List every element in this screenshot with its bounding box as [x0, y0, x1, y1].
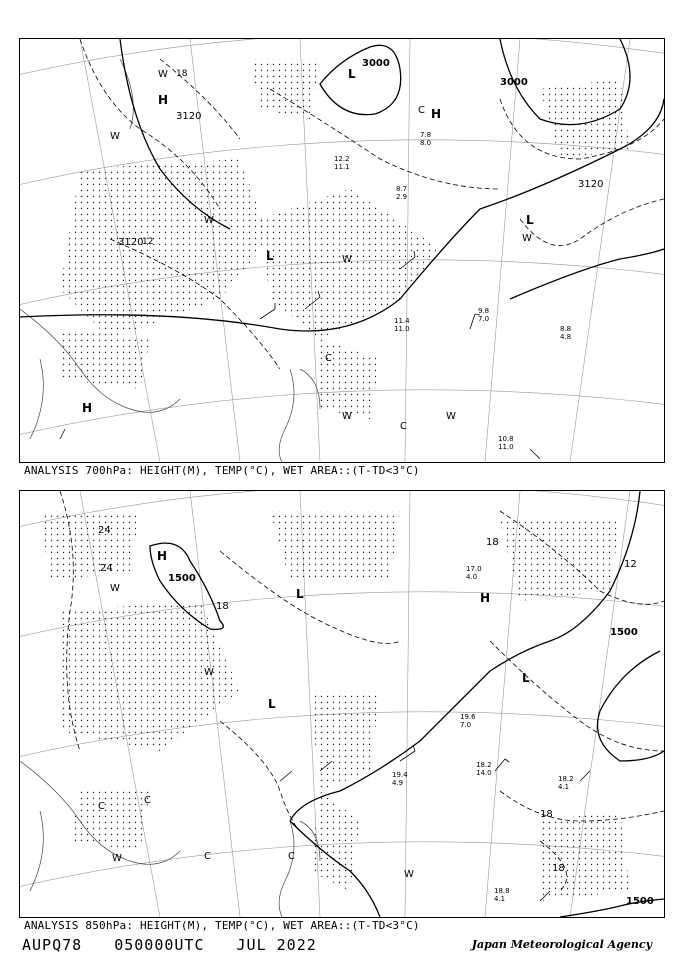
isotherm-label: 12	[142, 237, 154, 247]
contour-label: 3120	[578, 179, 604, 190]
station-value: 11.0	[394, 325, 410, 333]
station-value: 17.0	[466, 565, 482, 573]
station-value: 14.0	[476, 769, 492, 777]
station-value: 8.0	[420, 139, 432, 147]
isotherm-label: 18	[540, 809, 553, 820]
isotherm-label: 18	[552, 863, 565, 874]
low-pressure-center: L	[522, 671, 530, 685]
station-value: 4.0	[466, 573, 478, 581]
map-700hpa	[19, 38, 665, 463]
cold-center: C	[98, 801, 105, 812]
warm-center: W	[522, 233, 532, 244]
contour-label: 3120	[118, 237, 144, 248]
station-value: 4.8	[560, 333, 572, 341]
high-pressure-center: H	[158, 93, 169, 107]
high-pressure-center: H	[431, 107, 442, 121]
chart-identifier	[22, 936, 339, 954]
agency-name: Japan Meteorological Agency	[471, 938, 652, 951]
station-value: 12.2	[334, 155, 350, 163]
map-850hpa	[19, 490, 665, 918]
warm-center: W	[204, 667, 214, 678]
low-pressure-center: L	[296, 587, 304, 601]
isotherm-label: 12	[624, 559, 637, 570]
warm-center: W	[342, 254, 352, 265]
station-value: 11.1	[334, 163, 350, 171]
warm-center: W	[112, 853, 122, 864]
high-pressure-center: H	[82, 401, 93, 415]
contour-label: 3120	[176, 111, 202, 122]
warm-center: W	[404, 869, 414, 880]
chart-code: AUPQ78	[22, 936, 83, 954]
cold-center: C	[400, 421, 407, 432]
cold-center: C	[204, 851, 211, 862]
map-850hpa-caption: ANALYSIS 850hPa: HEIGHT(M), TEMP(°C), WET AREA::(T-TD<3°C)	[24, 919, 420, 932]
cold-center: C	[418, 105, 425, 116]
cold-center: C	[288, 851, 295, 862]
contour-label: 1500	[610, 627, 638, 638]
cold-center: C	[144, 795, 151, 806]
station-value: 7.0	[460, 721, 472, 729]
contour-label: 1500	[626, 896, 654, 907]
station-value: 4.9	[392, 779, 404, 787]
station-value: 18.2	[476, 761, 492, 769]
low-pressure-center: L	[526, 213, 534, 227]
station-value: 7.8	[420, 131, 432, 139]
isotherm-label: 24	[98, 525, 111, 536]
station-value: 11.4	[394, 317, 410, 325]
station-value: 19.4	[392, 771, 408, 779]
station-value: 18.8	[494, 887, 510, 895]
station-value: 9.8	[478, 307, 490, 315]
warm-center: W	[110, 131, 120, 142]
cold-center: C	[325, 353, 332, 364]
station-value: 10.8	[498, 435, 514, 443]
warm-center: W	[446, 411, 456, 422]
map-700hpa-caption: ANALYSIS 700hPa: HEIGHT(M), TEMP(°C), WET AREA::(T-TD<3°C)	[24, 464, 420, 477]
station-value: 18.2	[558, 775, 574, 783]
chart-time: 050000UTC	[114, 936, 205, 954]
low-pressure-center: L	[268, 697, 276, 711]
isotherm-label: 18	[176, 69, 188, 79]
station-value: 8.8	[560, 325, 572, 333]
high-pressure-center: H	[480, 591, 491, 605]
station-value: 2.9	[396, 193, 408, 201]
station-value: 11.0	[498, 443, 514, 451]
contour-label: 1500	[168, 573, 196, 584]
station-value: 7.0	[478, 315, 490, 323]
low-pressure-center: L	[348, 67, 356, 81]
warm-center: W	[204, 215, 214, 226]
warm-center: W	[158, 69, 168, 80]
chart-date: JUL 2022	[236, 936, 317, 954]
warm-center: W	[110, 583, 120, 594]
isotherm-label: 18	[216, 601, 229, 612]
station-value: 4.1	[494, 895, 506, 903]
isotherm-label: 18	[486, 537, 499, 548]
isotherm-label: 24	[100, 563, 113, 574]
warm-center: W	[342, 411, 352, 422]
station-value: 8.7	[396, 185, 408, 193]
high-pressure-center: H	[157, 549, 168, 563]
station-value: 4.1	[558, 783, 570, 791]
low-pressure-center: L	[266, 249, 274, 263]
station-value: 19.6	[460, 713, 476, 721]
contour-label: 3000	[500, 77, 528, 88]
contour-label: 3000	[362, 58, 390, 69]
